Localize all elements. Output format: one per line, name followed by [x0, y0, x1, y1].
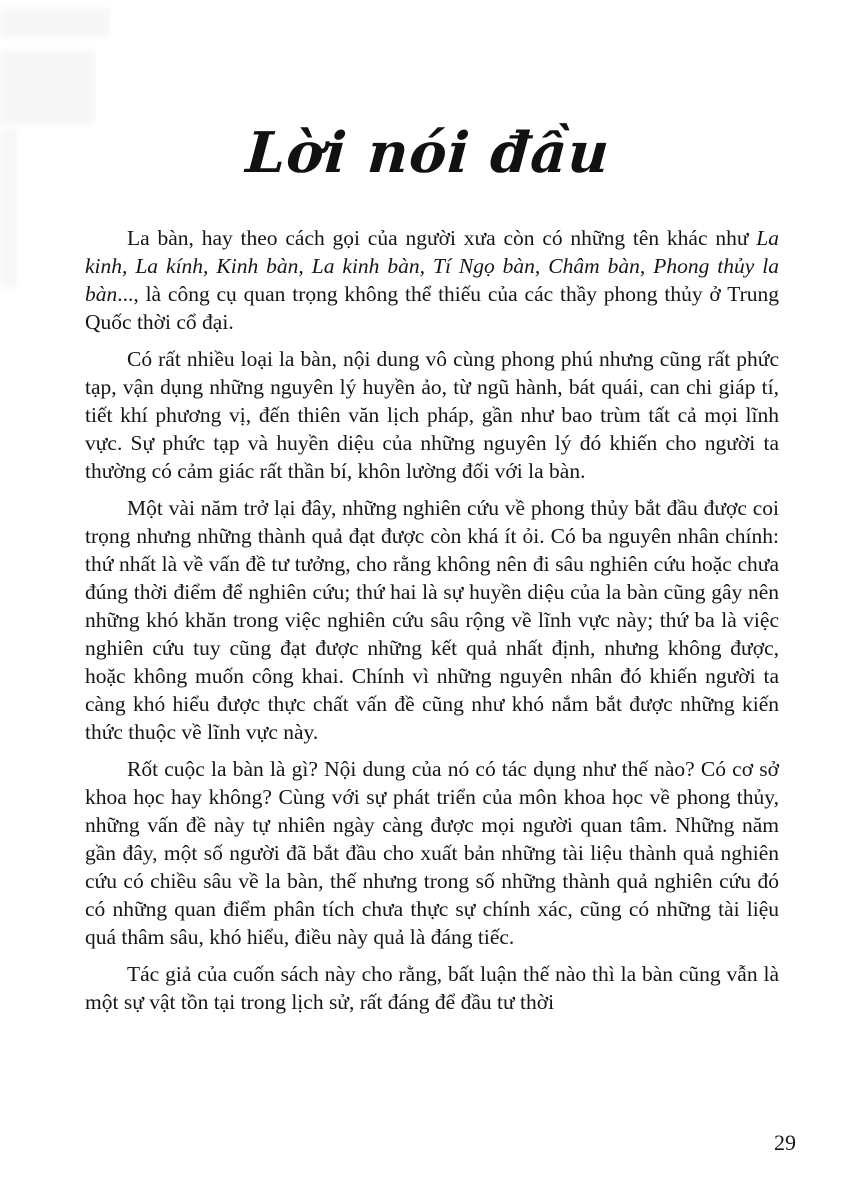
page-number: 29 [774, 1130, 796, 1155]
paragraph [85, 960, 779, 1016]
scan-smudge [0, 50, 95, 125]
text-run: Một vài năm trở lại đây, những nghiên cứu về phong thủy bắt đầu được coi trọng nhưng những thành quả đạt được còn khá ít ỏi. Có ba nguyên nhân chính: thứ nhất là về vấn đề tư tưởng, cho rằng không nên đi sâu nghiên cứu hoặc chưa đúng thời điểm để nghiên cứu; thứ hai là sự huyền diệu của la bàn cũng gây nên những khó khăn trong việc nghiên cứu sâu rộng về lĩnh vực này; thứ ba là việc nghiên cứu tuy cũng đạt được những kết quả nhất định, nhưng không được, hoặc không muốn công khai. Chính vì những nguyên nhân đó khiến người ta càng khó hiểu được thực chất vấn đề cũng như khó nắm bắt được những kiến thức thuộc về lĩnh vực này. [85, 496, 779, 744]
page-title: Lời nói đầu [243, 120, 613, 186]
text-run: Tác giả của cuốn sách này cho rằng, bất luận thế nào thì la bàn cũng vẫn là một sự vật tồn tại trong lịch sử, rất đáng để đầu tư thời [85, 962, 779, 1014]
preface-text [85, 224, 779, 1025]
paragraph [85, 755, 779, 951]
paragraph [85, 345, 779, 485]
text-run: La bàn, hay theo cách gọi của người xưa còn có những tên khác như [127, 226, 757, 250]
paragraph [85, 224, 779, 336]
scan-smudge [0, 8, 110, 38]
paragraph [85, 494, 779, 746]
text-run: Có rất nhiều loại la bàn, nội dung vô cùng phong phú nhưng cũng rất phức tạp, vận dụng những nguyên lý huyền ảo, từ ngũ hành, bát quái, can chi giáp tí, tiết khí phương vị, đến thiên văn lịch pháp, gần như bao trùm tất cả mọi lĩnh vực. Sự phức tạp và huyền diệu của những nguyên lý đó khiến cho người ta thường có cảm giác rất thần bí, khôn lường đối với la bàn. [85, 347, 779, 483]
italic-term-run: La kinh, La kính, Kinh bàn, La kinh bàn, Tí Ngọ bàn, Châm bàn, Phong thủy la bàn [85, 226, 779, 306]
text-run: Rốt cuộc la bàn là gì? Nội dung của nó có tác dụng như thế nào? Có cơ sở khoa học hay không? Cùng với sự phát triển của môn khoa học về phong thủy, những vấn đề này tự nhiên ngày càng được mọi người quan tâm. Những năm gần đây, một số người đã bắt đầu cho xuất bản những tài liệu thành quả nghiên cứu có chiều sâu về la bàn, thế nhưng trong số những thành quả nghiên cứu đó có những quan điểm phân tích chưa thực sự chính xác, cũng có những tài liệu quá thâm sâu, khó hiểu, điều này quả là đáng tiếc. [85, 757, 779, 949]
text-run: ..., là công cụ quan trọng không thể thiếu của các thầy phong thủy ở Trung Quốc thời cổ đại. [85, 282, 779, 334]
